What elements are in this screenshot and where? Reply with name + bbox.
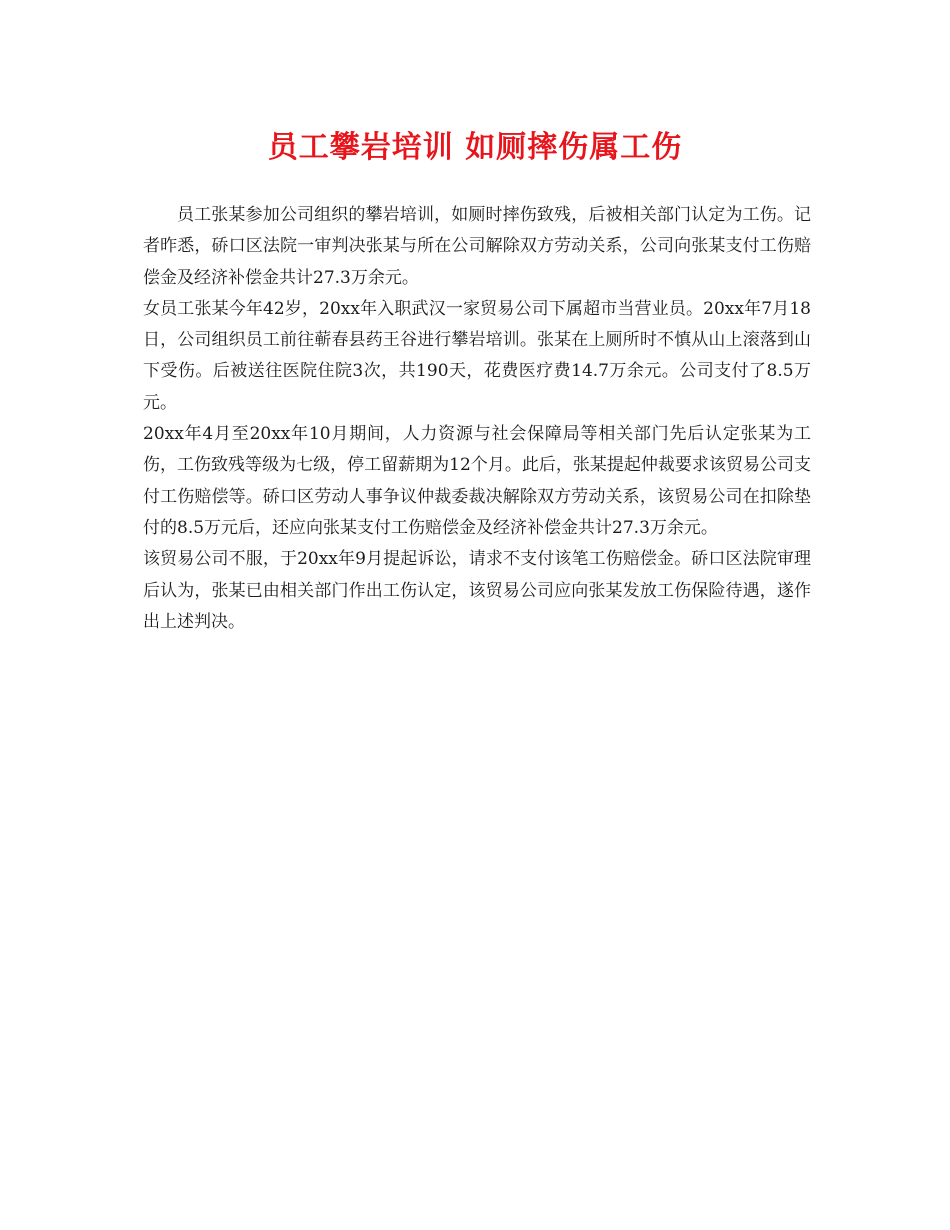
paragraph-proceedings: 20xx年4月至20xx年10月期间，人力资源与社会保障局等相关部门先后认定张某为工伤，工伤致残等级为七级，停工留薪期为12个月。此后，张某提起仲裁要求该贸易公司支付工伤赔偿等。硚口区劳动人事争议仲裁委裁决解除双方劳动关系，该贸易公司在扣除垫付的8.5万元后，还应向张某支付工伤赔偿金及经济补偿金共计27.3万余元。 <box>143 424 811 538</box>
document-title: 员工攀岩培训 如厕摔伤属工伤 <box>267 130 683 165</box>
document-body <box>143 200 811 638</box>
paragraph-judgment: 该贸易公司不服，于20xx年9月提起诉讼，请求不支付该笔工伤赔偿金。硚口区法院审理后认为，张某已由相关部门作出工伤认定，该贸易公司应向张某发放工伤保险待遇，遂作出上述判决。 <box>143 549 811 632</box>
paragraph-background: 女员工张某今年42岁，20xx年入职武汉一家贸易公司下属超市当营业员。20xx年7月18日，公司组织员工前往蕲春县药王谷进行攀岩培训。张某在上厕所时不慎从山上滚落到山下受伤。后被送往医院住院3次，共190天，花费医疗费14.7万余元。公司支付了8.5万元。 <box>143 298 811 413</box>
paragraph-intro: 员工张某参加公司组织的攀岩培训，如厕时摔伤致残，后被相关部门认定为工伤。记者昨悉，硚口区法院一审判决张某与所在公司解除双方劳动关系，公司向张某支付工伤赔偿金及经济补偿金共计27.3万余元。 <box>143 205 811 288</box>
